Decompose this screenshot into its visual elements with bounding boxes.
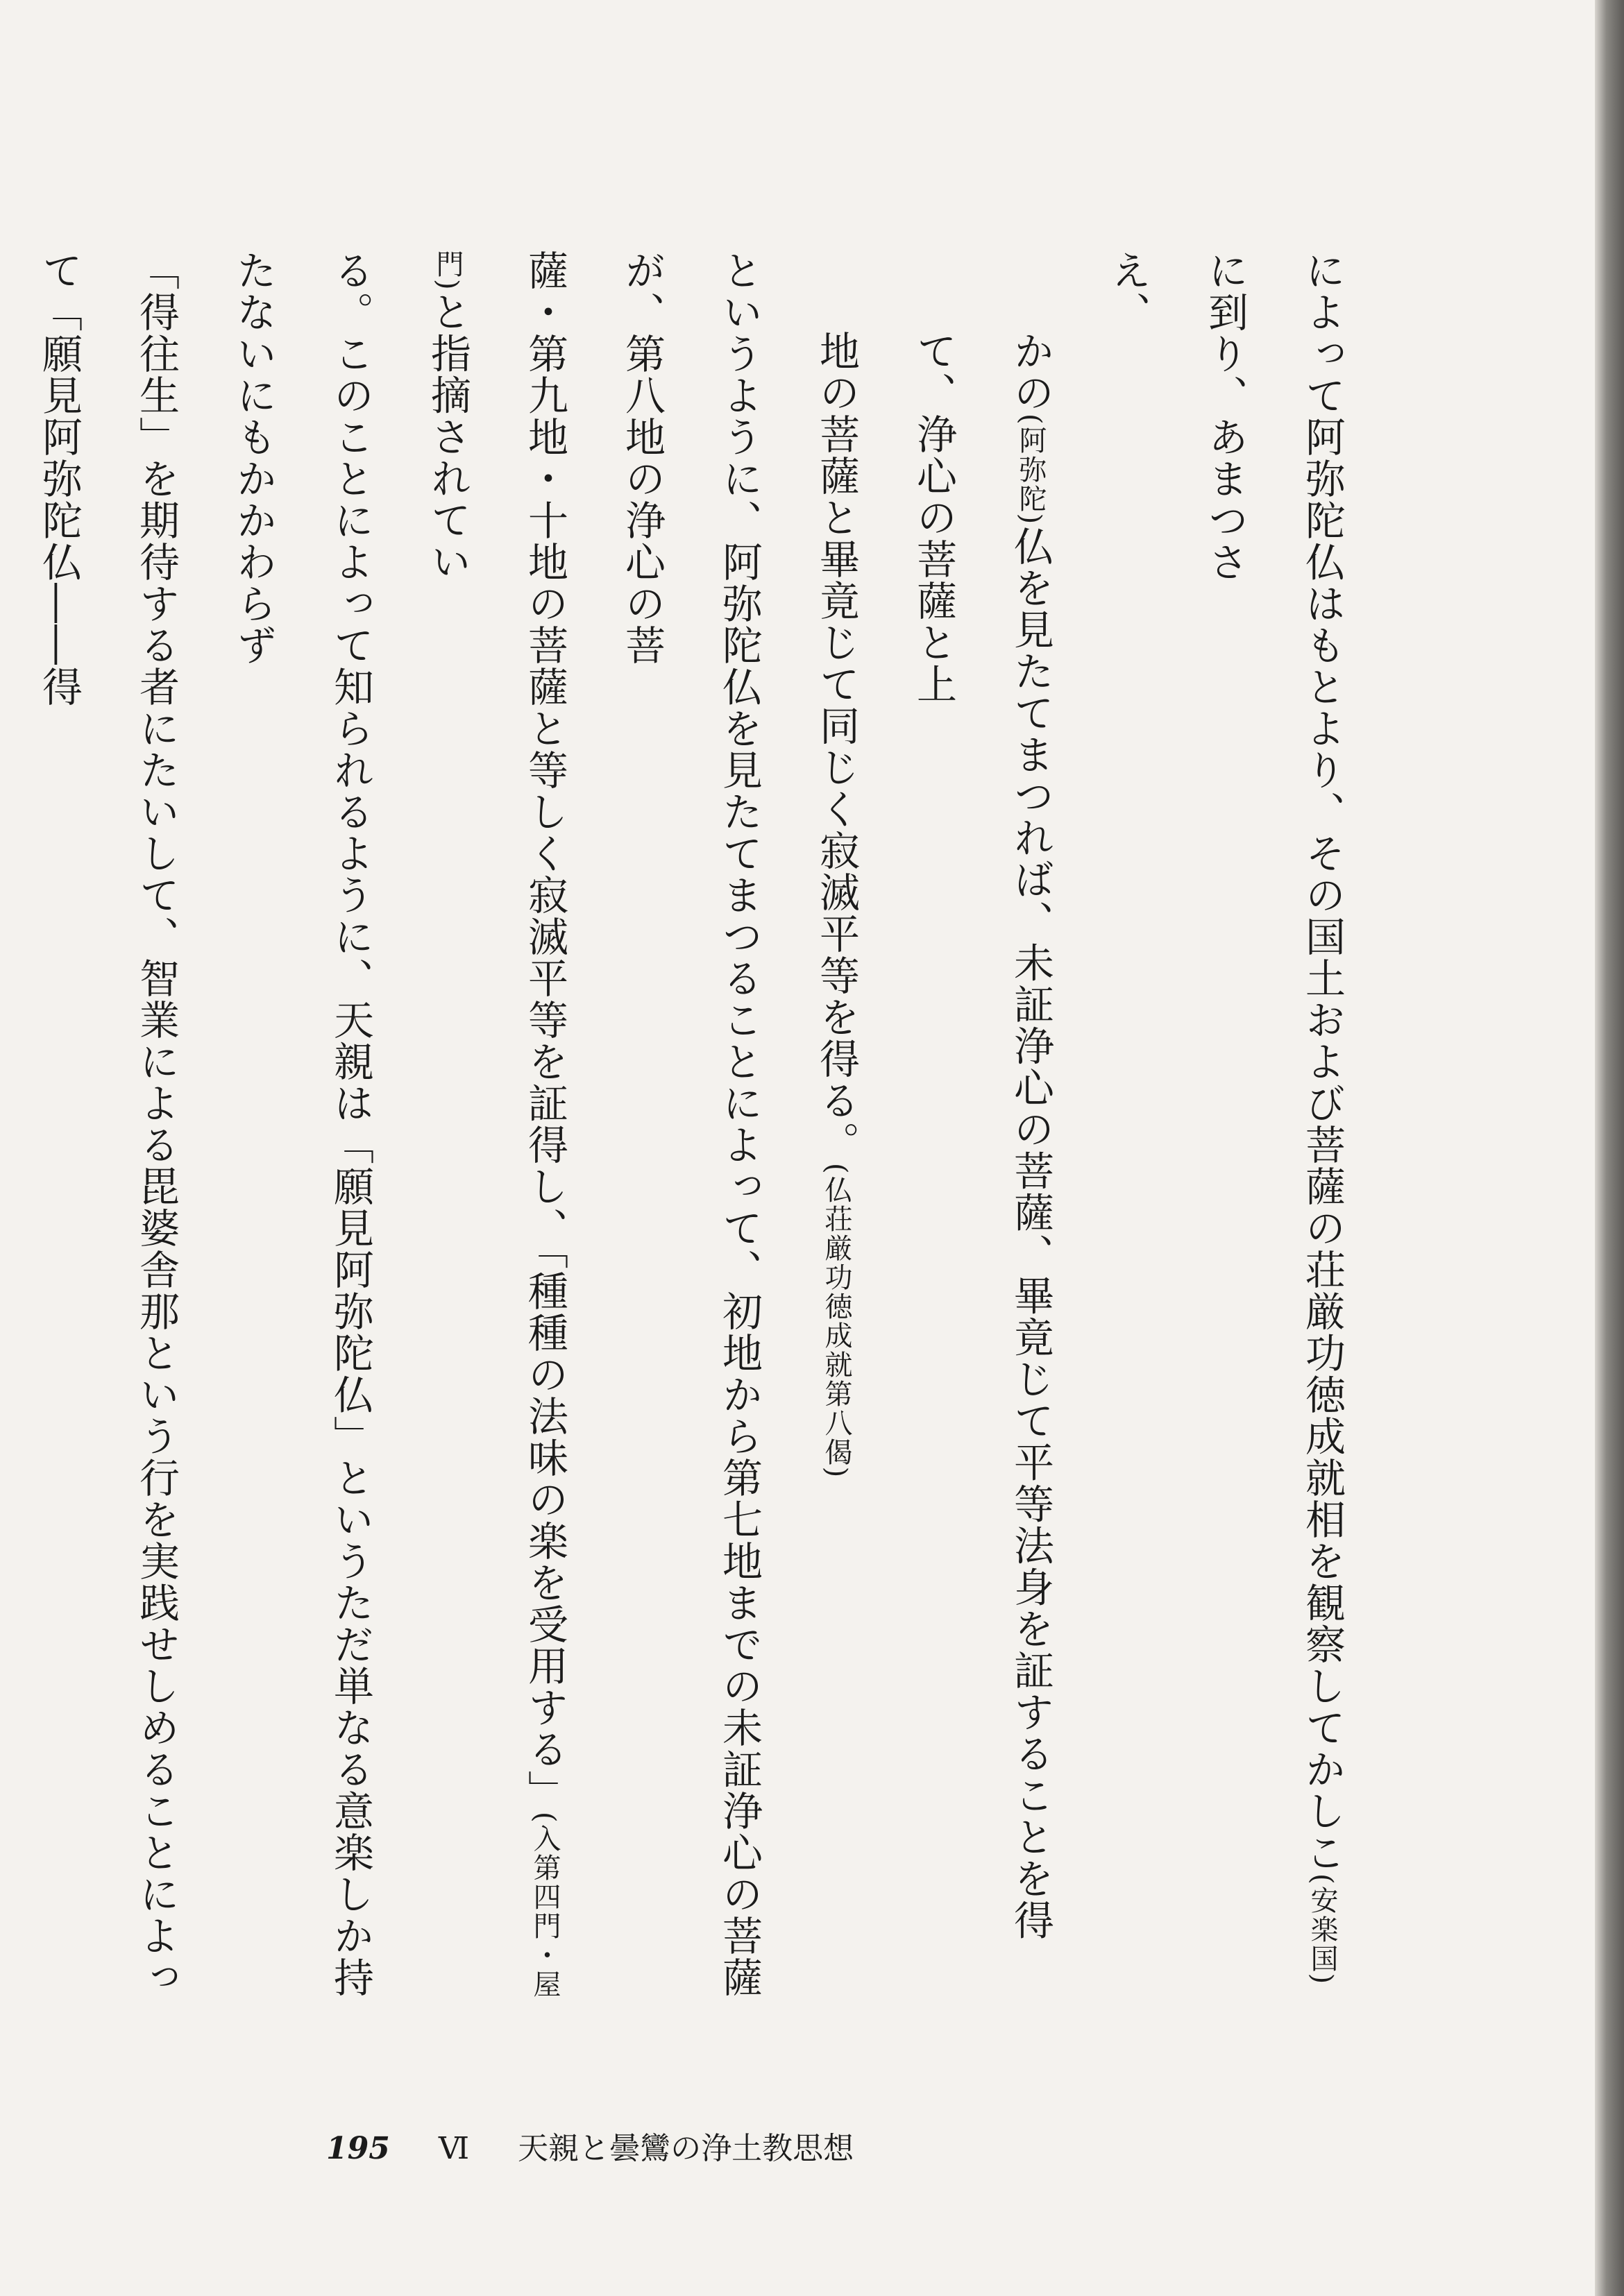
quote-line: 地の菩薩と畢竟じて同じく寂滅平等を得る。(仏荘厳功徳成就第八偈)	[813, 330, 860, 1479]
text-line	[0, 250, 10, 2019]
chapter-number: Ⅵ	[438, 2131, 470, 2166]
text-line: というように、阿弥陀仏を見たてまつることによって、初地から第七地までの未証浄心の菩薩が、第八地の浄心の菩	[618, 250, 763, 1998]
page-footer	[326, 2123, 854, 2168]
vertical-body-text	[35, 250, 1371, 2019]
page-number: 195	[326, 2131, 390, 2166]
running-title: 天親と曇鸞の浄土教思想	[518, 2131, 854, 2166]
text-line: る。このことによって知られるように、天親は「願見阿弥陀仏」というただ単なる意楽しか持たないにもかかわらず	[230, 250, 374, 1998]
quote-line: かの(阿弥陀)仏を見たてまつれば、未証浄心の菩薩、畢竟じて平等法身を証することを得て、浄心の菩薩と上	[910, 330, 1054, 1941]
book-spine-edge	[1595, 0, 1624, 2296]
text-line: によって阿弥陀仏はもとより、その国土および菩薩の荘厳功徳成就相を観察してかしこ(安楽国)に到り、あまつさ	[1201, 250, 1346, 1986]
text-line: 薩・第九地・十地の菩薩と等しく寂滅平等を証得し、「種種の法味の楽を受用する」(入第四門・屋門)と指摘されてい	[424, 250, 568, 1999]
text-line: え、	[1104, 250, 1151, 333]
text-line: 「得往生」を期待する者にたいして、智業による毘婆舎那という行を実践せしめることによって「願見阿弥陀仏――得	[35, 250, 180, 1998]
